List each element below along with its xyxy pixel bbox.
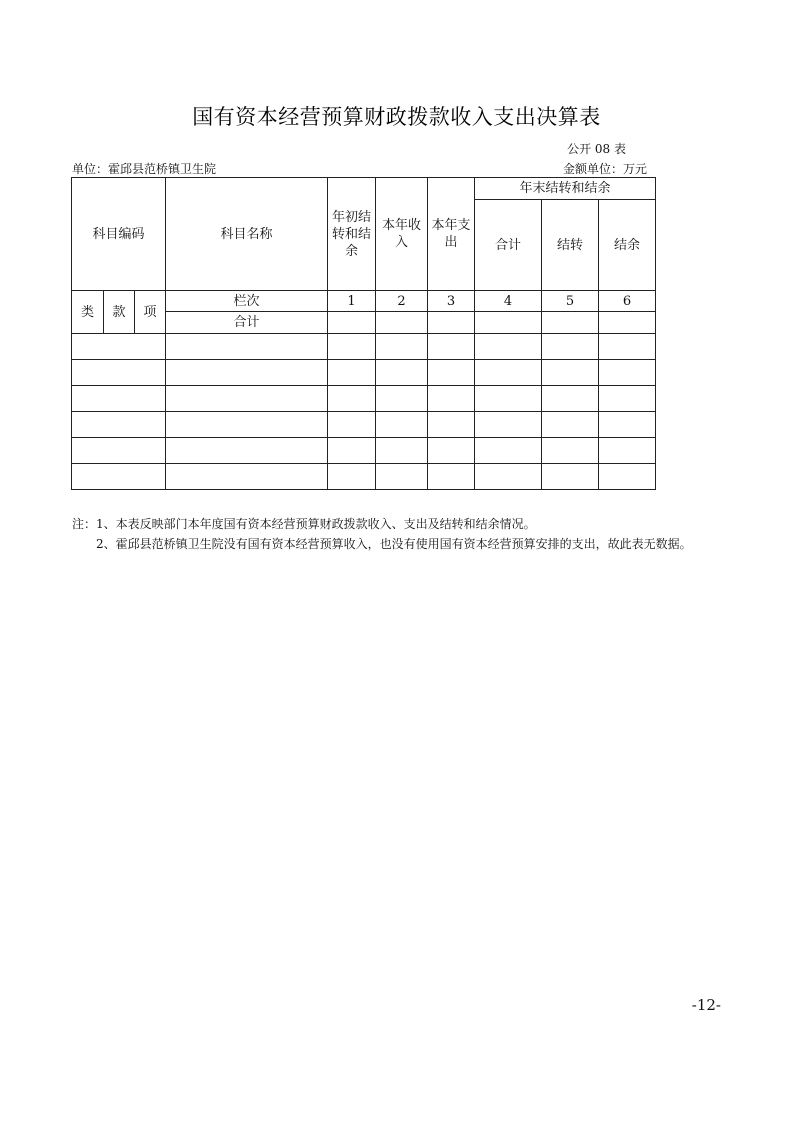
table-cell: [166, 438, 328, 464]
table-cell: [376, 438, 428, 464]
table-cell: [475, 360, 542, 386]
table-cell: [166, 412, 328, 438]
table-cell: [428, 312, 475, 334]
table-cell: [166, 360, 328, 386]
table-cell: [166, 334, 328, 360]
column-number: 2: [376, 291, 428, 312]
reporting-unit: 单位：霍邱县范桥镇卫生院: [72, 162, 217, 176]
table-cell: [542, 412, 599, 438]
column-label: 栏次: [166, 291, 328, 312]
header-subject-code: 科目编码: [72, 178, 166, 291]
notes: [72, 514, 732, 554]
table-cell: [328, 360, 376, 386]
table-cell: [599, 386, 656, 412]
table-cell: [72, 412, 166, 438]
table-cell: [542, 386, 599, 412]
header-row-1: [72, 178, 656, 200]
column-number-row: [72, 291, 656, 312]
column-number: 6: [599, 291, 656, 312]
table-cell: [599, 360, 656, 386]
table-cell: [328, 438, 376, 464]
table-cell: [542, 312, 599, 334]
table-cell: [376, 464, 428, 490]
table-cell: [72, 438, 166, 464]
header-beginning-balance: 年初结转和结余: [328, 178, 376, 291]
table-cell: [475, 334, 542, 360]
table-cell: [376, 334, 428, 360]
column-number: 4: [475, 291, 542, 312]
table-cell: [166, 464, 328, 490]
form-number: 公开 08 表: [567, 142, 626, 156]
table-cell: [599, 312, 656, 334]
table-cell: [328, 464, 376, 490]
table-cell: [599, 464, 656, 490]
table-cell: [72, 360, 166, 386]
header-current-income: 本年收入: [376, 178, 428, 291]
table-cell: [328, 412, 376, 438]
column-number: 5: [542, 291, 599, 312]
column-number: 3: [428, 291, 475, 312]
table-cell: [475, 386, 542, 412]
table-cell: [428, 438, 475, 464]
column-number: 1: [328, 291, 376, 312]
header-subject-name: 科目名称: [166, 178, 328, 291]
table-cell: [376, 360, 428, 386]
header-section: 款: [104, 291, 135, 334]
table-cell: [328, 334, 376, 360]
header-end-surplus: 结余: [599, 200, 656, 291]
table-cell: [72, 334, 166, 360]
table-cell: [542, 464, 599, 490]
table-cell: [475, 312, 542, 334]
table-row: [72, 438, 656, 464]
table-cell: [542, 360, 599, 386]
table-cell: [72, 386, 166, 412]
table-row: [72, 334, 656, 360]
table-cell: [376, 386, 428, 412]
table-cell: [542, 438, 599, 464]
table-cell: [428, 464, 475, 490]
header-year-end-balance: 年末结转和结余: [475, 178, 656, 200]
note-line: 2、霍邱县范桥镇卫生院没有国有资本经营预算收入，也没有使用国有资本经营预算安排的支出，故此表无数据。: [96, 537, 692, 551]
table-cell: [599, 438, 656, 464]
total-label: 合计: [166, 312, 328, 334]
page-number: -12-: [691, 996, 721, 1014]
table-cell: [328, 312, 376, 334]
table-cell: [328, 386, 376, 412]
table-cell: [475, 464, 542, 490]
table-cell: [428, 334, 475, 360]
header-item: 项: [135, 291, 166, 334]
header-current-expense: 本年支出: [428, 178, 475, 291]
table-cell: [428, 412, 475, 438]
table-cell: [376, 312, 428, 334]
table-cell: [475, 412, 542, 438]
table-cell: [166, 386, 328, 412]
header-category: 类: [72, 291, 104, 334]
table-row: [72, 386, 656, 412]
header-end-total: 合计: [475, 200, 542, 291]
table-cell: [428, 386, 475, 412]
amount-unit: 金额单位：万元: [562, 162, 647, 176]
table-row: [72, 412, 656, 438]
header-end-carryover: 结转: [542, 200, 599, 291]
table-cell: [376, 412, 428, 438]
table-cell: [72, 464, 166, 490]
table-row: [72, 360, 656, 386]
table-cell: [428, 360, 475, 386]
note-line: 注：1、本表反映部门本年度国有资本经营预算财政拨款收入、支出及结转和结余情况。: [72, 517, 536, 531]
page-title: 国有资本经营预算财政拨款收入支出决算表: [192, 105, 601, 129]
table-cell: [475, 438, 542, 464]
budget-table: [71, 177, 656, 490]
table-row: [72, 464, 656, 490]
table-cell: [599, 334, 656, 360]
table-cell: [542, 334, 599, 360]
table-cell: [599, 412, 656, 438]
